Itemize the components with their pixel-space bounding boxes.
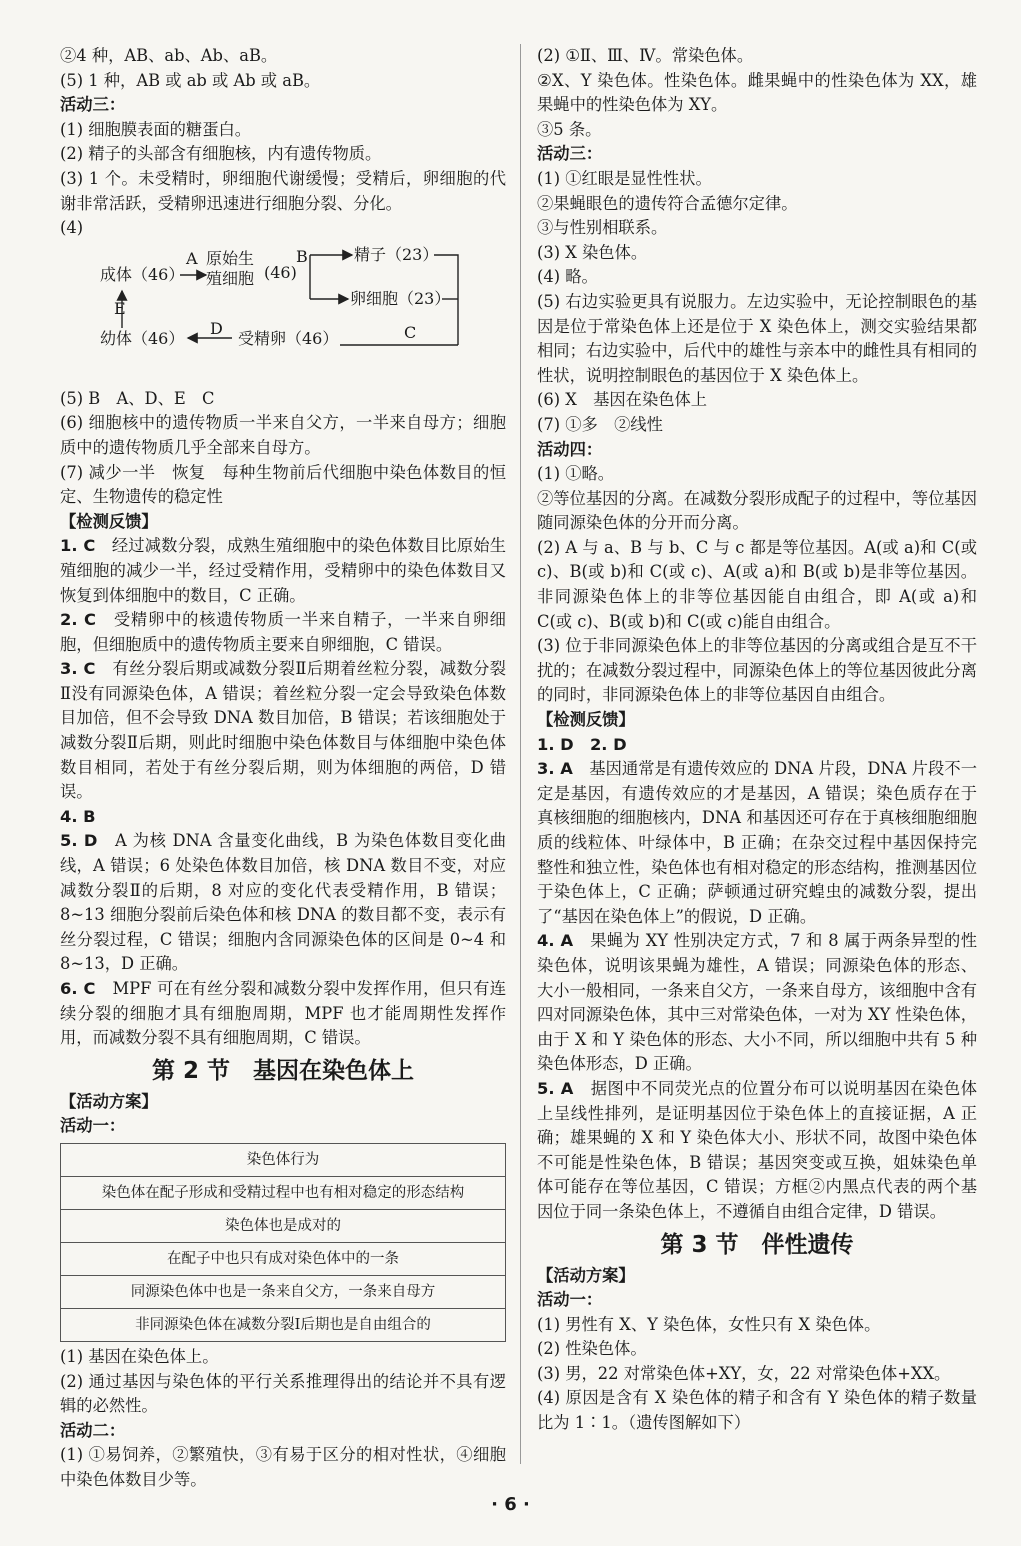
column-divider [520, 44, 521, 1464]
answer-3 [60, 657, 506, 805]
activity-heading: 活动四： [537, 439, 603, 459]
answer-number: 6. C [60, 979, 96, 998]
egg-label: 卵细胞（23） [350, 288, 451, 308]
arrow-d-label: D [210, 318, 223, 338]
page-number: · 6 · [491, 1494, 530, 1515]
text-line: (4) [60, 218, 84, 238]
text-line: (5) B A、D、E C [60, 388, 215, 408]
answer-5 [60, 829, 506, 977]
answer-text: MPF 可在有丝分裂和减数分裂中发挥作用，但只有连续分裂的细胞才具有细胞周期，MPF 也才能周期性发挥作用，而减数分裂不具有细胞周期，C 错误。 [60, 979, 506, 1048]
text-line: (2) 通过基因与染色体的平行关系推理得出的结论并不具有逻辑的必然性。 [60, 1371, 506, 1416]
answer-6 [60, 977, 506, 1051]
answer-text: 受精卵中的核遗传物质一半来自精子，一半来自卵细胞，但细胞质中的遗传物质主要来自卵细胞，C 错误。 [60, 610, 506, 654]
text-line: (1) ①略。 [537, 464, 615, 484]
table-row: 非同源染色体在减数分裂Ⅰ后期也是自由组合的 [61, 1308, 506, 1341]
text-line: (4) 略。 [537, 267, 598, 287]
left-column [60, 44, 506, 1493]
text-line: ③与性别相联系。 [537, 218, 668, 238]
answer-number: 3. C [60, 659, 96, 679]
answer-2 [60, 608, 506, 657]
feedback-heading: 【检测反馈】 [60, 511, 158, 531]
activity-heading: 活动二： [60, 1420, 126, 1440]
text-line: ③5 条。 [537, 119, 602, 139]
text-line: ②4 种，AB、ab、Ab、aB。 [60, 46, 278, 65]
answer-text: 基因通常是有遗传效应的 DNA 片段，DNA 片段不一定是基因，有遗传效应的才是基因，A 错误；染色质存在于真核细胞的细胞核内，DNA 和基因还可存在于真核细胞细胞质的线粒体、叶绿体中，B 正确；在杂交过程中基因保持完整性和独立性，染色体也有相对稳定的形态结构，推测基因位于染色体上，C 正确；萨顿通过研究蝗虫的减数分裂，提出了“基因在染色体上”的假说，D 正确。 [537, 759, 977, 926]
plan-heading: 【活动方案】 [60, 1091, 158, 1111]
zygote-label: 受精卵（46） [238, 328, 339, 348]
text-line: (6) X 基因在染色体上 [537, 390, 708, 410]
answer-text: 有丝分裂后期或减数分裂Ⅱ后期着丝粒分裂，减数分裂Ⅱ没有同源染色体，A 错误；着丝粒分裂一定会导致染色体数目加倍，但不会导致 DNA 数目加倍，B 错误；若该细胞处于减数分裂Ⅱ后期，则此时细胞中染色体数目与体细胞中染色体数目相同，若处于有丝分裂后期，则为体细胞的两倍，D 错误。 [60, 659, 506, 802]
text-line: (2) 精子的头部含有细胞核，内有遗传物质。 [60, 144, 382, 164]
answer-number: 5. A [537, 1078, 574, 1098]
young-label: 幼体（46） [100, 328, 185, 348]
text-line: (7) ①多 ②线性 [537, 414, 663, 434]
table-row: 染色体也是成对的 [61, 1209, 506, 1242]
reproduction-flow-diagram [60, 241, 506, 387]
arrow-c-label: C [404, 322, 417, 342]
text-line: (3) X 染色体。 [537, 242, 648, 262]
text-line: (1) 男性有 X、Y 染色体，女性只有 X 染色体。 [537, 1314, 881, 1334]
text-line: ②果蝇眼色的遗传符合孟德尔定律。 [537, 193, 798, 213]
answer-number: 4. A [537, 931, 574, 951]
text-line: (2) A 与 a、B 与 b、C 与 c 都是等位基因。A(或 a)和 C(或 c)、B(或 b)和 C(或 c)、A(或 a)和 B(或 b)是非等位基因。非同源染色体上的非等位基因能自由组合，即 A(或 a)和 C(或 c)、B(或 b)和 C(或 c)能自由组合。 [537, 537, 977, 631]
answer-1-2: 1. D 2. D [537, 734, 627, 754]
activity-heading: 活动三： [60, 95, 126, 115]
activity-heading: 活动三： [537, 144, 603, 164]
answer-3 [537, 757, 977, 929]
answer-4 [60, 805, 506, 830]
text-line: (5) 1 种，AB 或 ab 或 Ab 或 aB。 [60, 70, 321, 90]
text-line: (2) 性染色体。 [537, 1339, 647, 1359]
text-line: (3) 1 个。未受精时，卵细胞代谢缓慢；受精后，卵细胞的代谢非常活跃，受精卵迅速进行细胞分裂、分化。 [60, 168, 506, 213]
activity-heading: 活动一： [60, 1116, 126, 1136]
answer-number: 3. A [537, 759, 573, 779]
section-title: 第 2 节 基因在染色体上 [151, 1057, 415, 1084]
text-line: (1) ①红眼是显性性状。 [537, 168, 712, 188]
text-line: (1) 基因在染色体上。 [60, 1346, 219, 1366]
sperm-label: 精子（23） [354, 244, 439, 264]
section-title: 第 3 节 伴性遗传 [660, 1231, 854, 1258]
feedback-heading: 【检测反馈】 [537, 710, 635, 730]
answer-number: 1. C [60, 536, 96, 556]
text-line: (4) 原因是含有 X 染色体的精子和含有 Y 染色体的精子数量比为 1∶1。（遗传图解如下） [537, 1388, 977, 1433]
text-line: (1) 细胞膜表面的糖蛋白。 [60, 119, 252, 139]
activity-heading: 活动一： [537, 1290, 603, 1310]
arrow-b-label: B [296, 246, 308, 266]
table-row: 同源染色体中也是一条来自父方，一条来自母方 [61, 1275, 506, 1308]
answer-number: 4. B [60, 806, 96, 826]
pgc-label-2: 殖细胞 [206, 268, 255, 288]
answer-text: A 为核 DNA 含量变化曲线，B 为染色体数目变化曲线，A 错误；6 处染色体数目加倍，核 DNA 数目不变，对应减数分裂Ⅱ的后期，8 对应的变化代表受精作用，B 错误；8~13 细胞分裂前后染色体和核 DNA 的数目都不变，表示有丝分裂过程，C 错误；细胞内含同源染色体的区间是 0~4 和 8~13，D 正确。 [60, 831, 506, 974]
table-row: 染色体在配子形成和受精过程中也有相对稳定的形态结构 [61, 1176, 506, 1209]
table-row: 染色体行为 [61, 1143, 506, 1176]
text-line: ②等位基因的分离。在减数分裂形成配子的过程中，等位基因随同源染色体的分开而分离。 [537, 488, 977, 533]
arrow-e-label: E [114, 298, 126, 318]
text-line: ②X、Y 染色体。性染色体。雌果蝇中的性染色体为 XX，雄果蝇中的性染色体为 XY。 [537, 70, 977, 115]
answer-text: 经过减数分裂，成熟生殖细胞中的染色体数目比原始生殖细胞的减少一半，经过受精作用，受精卵中的染色体数目又恢复到体细胞中的数目，C 正确。 [60, 536, 506, 605]
answer-1 [60, 534, 506, 608]
answer-4 [537, 929, 977, 1077]
arrow-a-label: A [186, 248, 198, 268]
adult-label: 成体（46） [100, 264, 185, 284]
answer-text: 果蝇为 XY 性别决定方式，7 和 8 属于两条异型的性染色体，说明该果蝇为雄性，A 错误；同源染色体的形态、大小一般相同，一条来自父方，一条来自母方，该细胞中含有四对同源染色体，其中三对常染色体，一对为 XY 性染色体，由于 X 和 Y 染色体的形态、大小不同，所以细胞中共有 5 种染色体形态，D 正确。 [537, 931, 977, 1074]
text-line: (1) ①易饲养，②繁殖快，③有易于区分的相对性状，④细胞中染色体数目少等。 [60, 1445, 506, 1489]
answer-text: 据图中不同荧光点的位置分布可以说明基因在染色体上呈线性排列，是证明基因位于染色体上的直接证据，A 正确；雄果蝇的 X 和 Y 染色体大小、形状不同，故图中染色体不可能是性染色体，B 错误；基因突变或互换，姐妹染色单体可能存在等位基因，C 错误；方框②内黑点代表的两个基因位于同一条染色体上，不遵循自由组合定律，D 错误。 [537, 1078, 977, 1221]
pgc-count: (46) [264, 262, 297, 282]
text-line: (5) 右边实验更具有说服力。左边实验中，无论控制眼色的基因是位于常染色体上还是位于 X 染色体上，测交实验结果都相同；右边实验中，后代中的雄性与亲本中的雌性具有相同的性状，说明控制眼色的基因位于 X 染色体上。 [537, 291, 977, 385]
text-line: (3) 位于非同源染色体上的非等位基因的分离或组合是互不干扰的；在减数分裂过程中，同源染色体上的等位基因彼此分离的同时，非同源染色体上的非等位基因自由组合。 [537, 636, 977, 705]
text-line: (3) 男，22 对常染色体+XY，女，22 对常染色体+XX。 [537, 1363, 951, 1383]
text-line: (6) 细胞核中的遗传物质一半来自父方，一半来自母方；细胞质中的遗传物质几乎全部来自母方。 [60, 413, 506, 457]
plan-heading: 【活动方案】 [537, 1265, 635, 1285]
text-line: (7) 减少一半 恢复 每种生物前后代细胞中染色体数目的恒定、生物遗传的稳定性 [60, 462, 506, 507]
right-column [537, 44, 977, 1436]
table-row: 在配子中也只有成对染色体中的一条 [61, 1242, 506, 1275]
answer-number: 2. C [60, 610, 96, 630]
text-line: (2) ①Ⅱ、Ⅲ、Ⅳ。常染色体。 [537, 46, 754, 65]
answer-number: 5. D [60, 831, 98, 851]
pgc-label-1: 原始生 [206, 248, 255, 268]
chromosome-behavior-table [60, 1143, 506, 1342]
answer-5 [537, 1077, 977, 1225]
